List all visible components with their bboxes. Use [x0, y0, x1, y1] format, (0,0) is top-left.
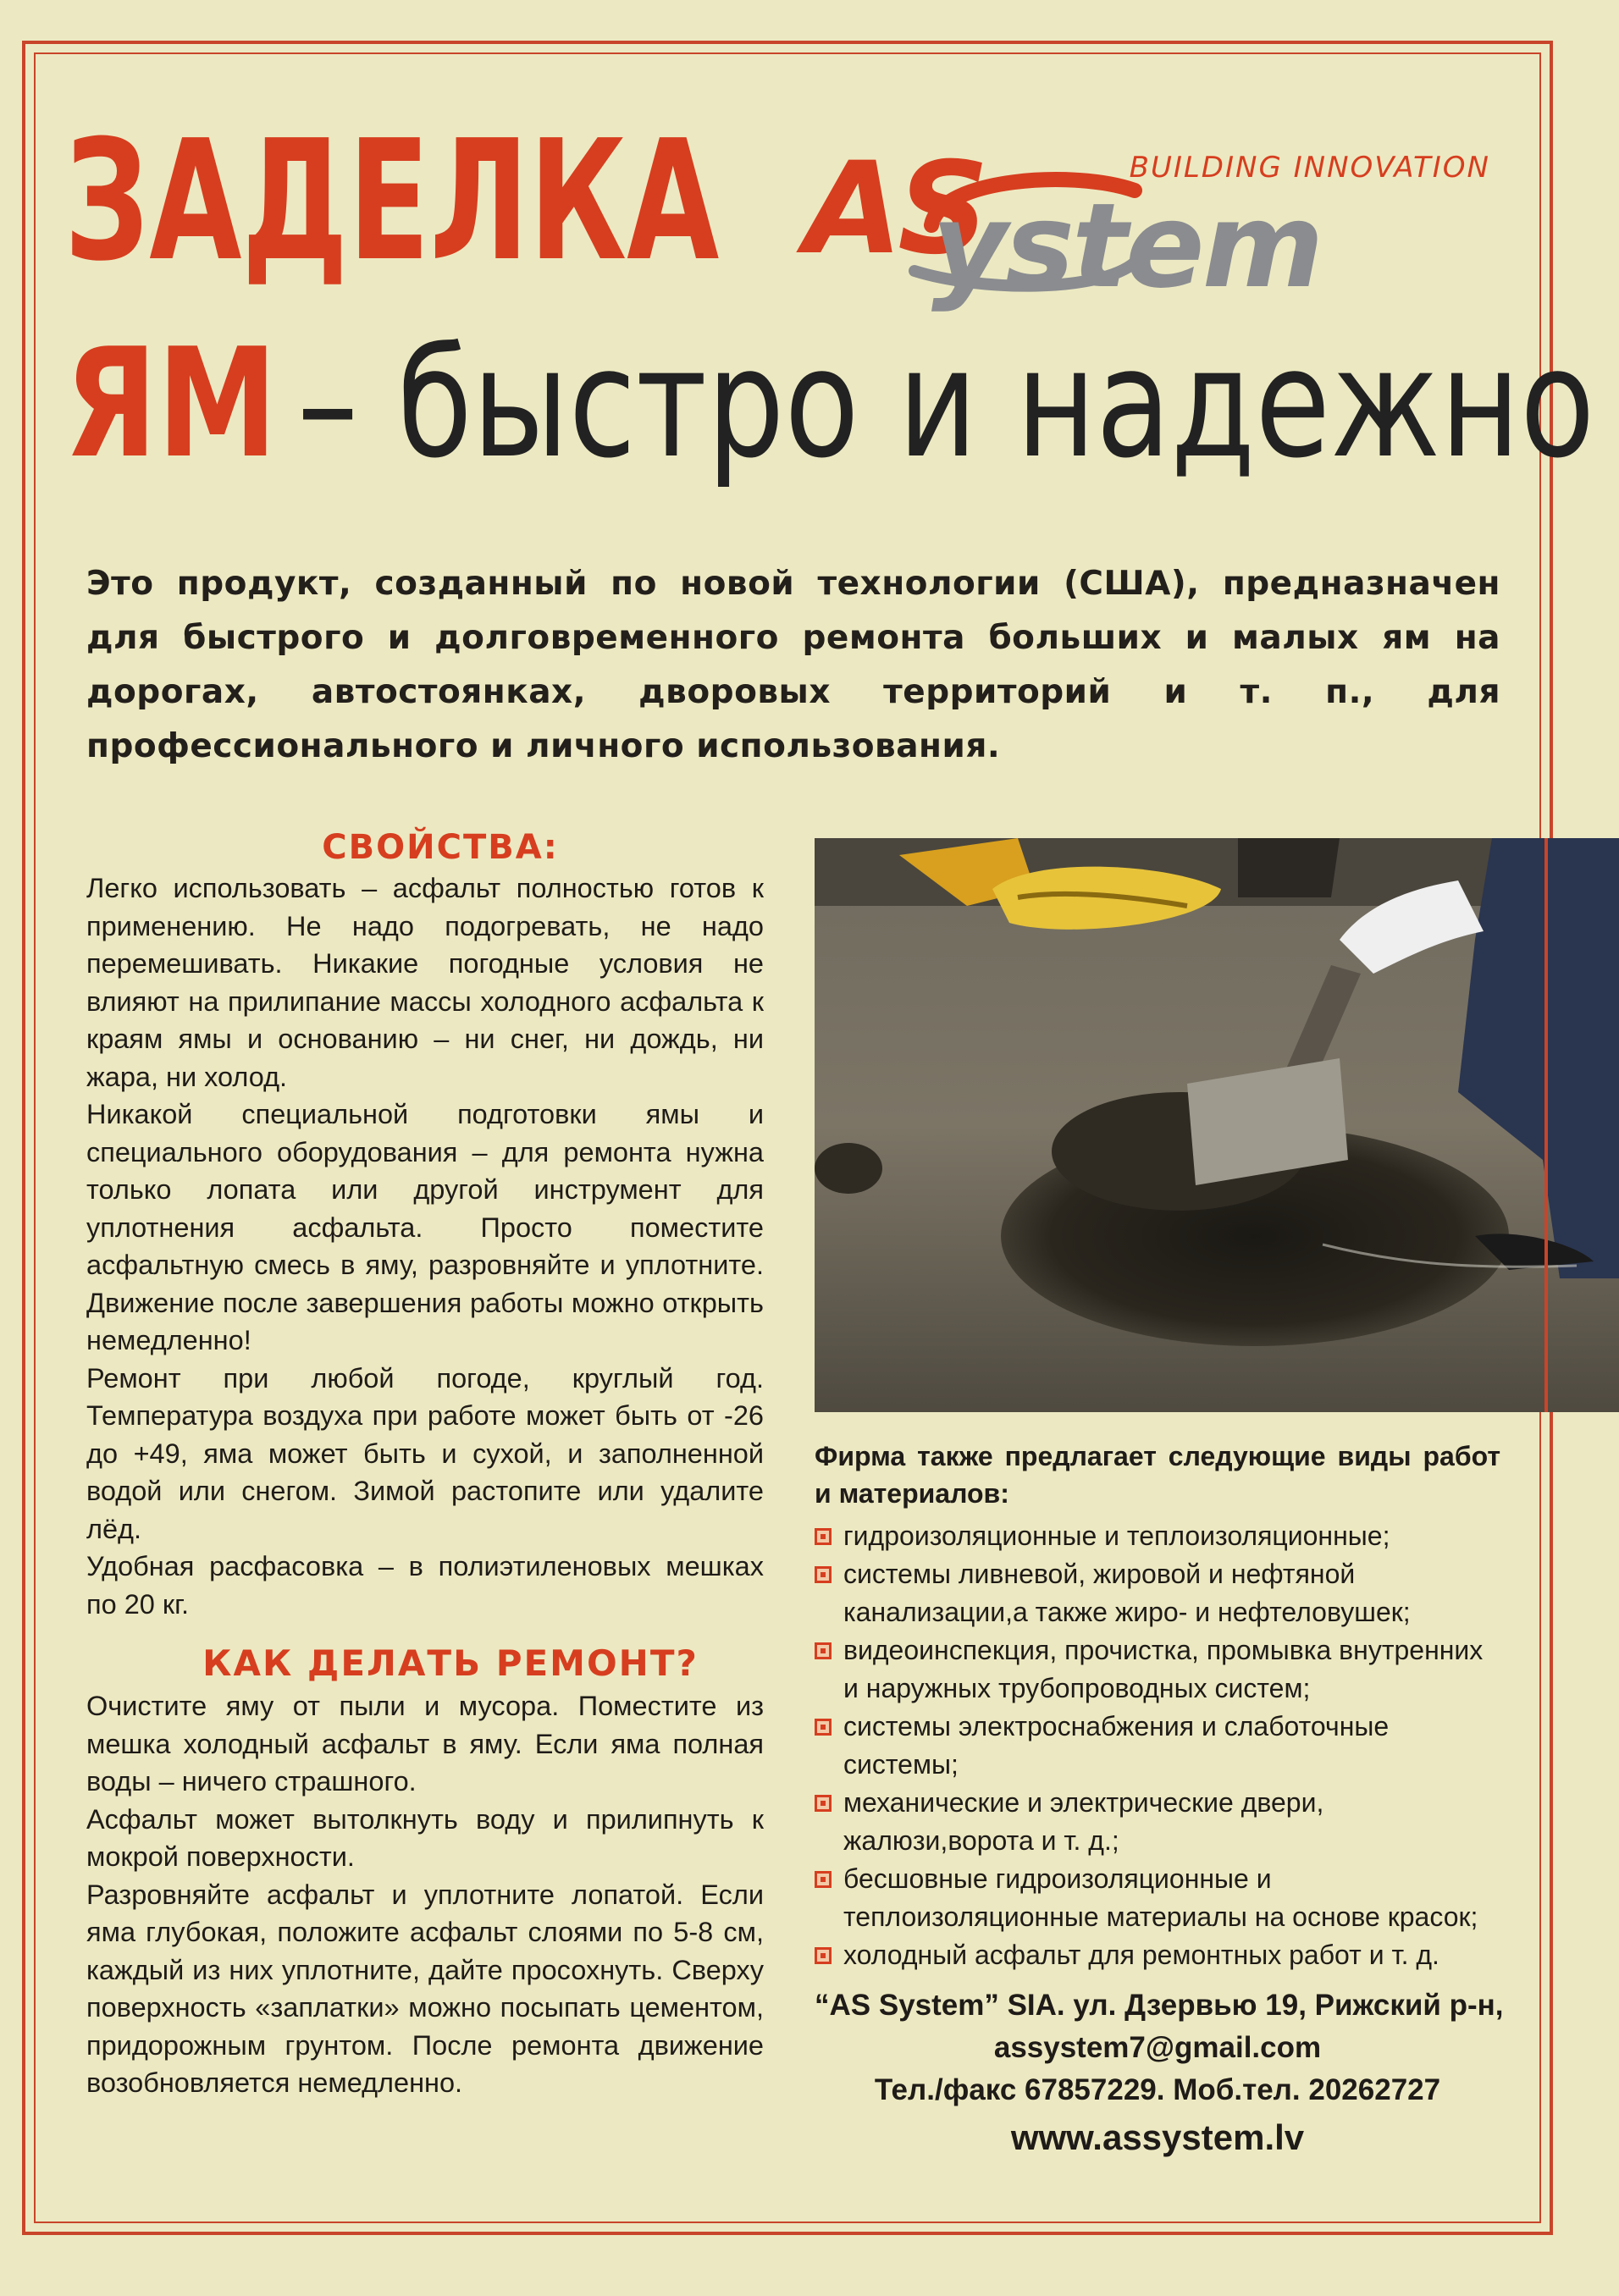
list-item: [815, 1860, 1500, 1936]
bullet-icon: [815, 1871, 832, 1888]
properties-paragraph: Ремонт при любой погоде, круглый год. Температура воздуха при работе может быть от -26 до +49, яма может быть и сухой, и заполненной водой или снегом. Зимой растопите или удалите лёд.: [86, 1362, 764, 1544]
intro-paragraph: Это продукт, созданный по новой технологии (США), предназначен для быстрого и долговременного ремонта больших и малых ям на дорогах, автостоянках, дворовых территорий и т. п., для профессионального и личного использования.: [86, 565, 1500, 765]
list-item: [815, 1517, 1500, 1555]
headline-subtitle: – быстро и надежно: [297, 316, 1595, 491]
photo-frame-edge: [1544, 838, 1548, 1412]
logo-as-text: AS: [804, 135, 985, 283]
services-title: Фирма также предлагает следующие виды работ и материалов:: [815, 1441, 1500, 1509]
list-item-text: холодный асфальт для ремонтных работ и т. д.: [843, 1940, 1439, 1970]
list-item-text: видеоинспекция, прочистка, промывка внутренних и наружных трубопроводных систем;: [843, 1635, 1484, 1703]
email-link[interactable]: assystem7@gmail.com: [993, 2031, 1322, 2064]
properties-paragraph: Никакой специальной подготовки ямы и специального оборудования – для ремонта нужна только лопата или другой инструмент для уплотнения асфальта. Просто поместите асфальтную смесь в яму, разровняйте и уплотните. Движение после завершения работы можно открыть немедленно!: [86, 1099, 764, 1355]
list-item-text: бесшовные гидроизоляционные и теплоизоляционные материалы на основе красок;: [843, 1863, 1478, 1932]
list-item: [815, 1708, 1500, 1784]
pothole-repair-photo: [815, 838, 1619, 1412]
bullet-icon: [815, 1719, 832, 1736]
bullet-icon: [815, 1947, 832, 1964]
properties-heading: СВОЙСТВА:: [322, 828, 559, 867]
bullet-icon: [815, 1795, 832, 1812]
photo-illustration: [815, 838, 1619, 1412]
howto-paragraph: Очистите яму от пыли и мусора. Поместите из мешка холодный асфальт в яму. Если яма полная воды – ничего страшного.: [86, 1691, 764, 1797]
howto-paragraph: Асфальт может вытолкнуть воду и прилипнуть к мокрой поверхности.: [86, 1803, 764, 1872]
list-item-text: системы электроснабжения и слаботочные системы;: [843, 1711, 1390, 1780]
headline-accent-word: ЯМ: [64, 316, 278, 491]
services-block: [815, 1438, 1500, 1974]
bullet-icon: [815, 1528, 832, 1545]
howto-paragraph: Разровняйте асфальт и уплотните лопатой. Если яма глубокая, положите асфальт слоями по 5-8 см, каждый из них уплотните, дайте просохнуть. Сверху поверхность «заплатки» можно посыпать цементом, придорожным грунтом. После ремонта движение возобновляется немедленно.: [86, 1879, 764, 2098]
left-column: [86, 825, 764, 2102]
howto-heading: КАК ДЕЛАТЬ РЕМОНТ?: [202, 1642, 699, 1684]
phone-numbers: Тел./факс 67857229. Моб.тел. 20262727: [874, 2073, 1441, 2106]
properties-paragraph: Легко использовать – асфальт полностью готов к применению. Не надо подогревать, не надо перемешивать. Никакие погодные условия не влияют на прилипание массы холодного асфальта к краям ямы и основанию – ни снег, ни дождь, ни жара, ни холод.: [86, 873, 764, 1092]
bullet-icon: [815, 1566, 832, 1583]
list-item: [815, 1631, 1500, 1708]
bullet-icon: [815, 1642, 832, 1659]
list-item-text: механические и электрические двери, жалюзи,ворота и т. д.;: [843, 1787, 1324, 1856]
list-item-text: системы ливневой, жировой и нефтяной канализации,а также жиро- и нефтеловушек;: [843, 1559, 1411, 1627]
headline-line-2: [64, 316, 1595, 491]
list-item: [815, 1555, 1500, 1631]
logo-system-text: ystem: [931, 178, 1322, 314]
logo-tagline: BUILDING INNOVATION: [1129, 151, 1490, 185]
contact-block: [815, 1984, 1504, 2162]
headline-line-1: ЗАДЕЛКА: [64, 105, 720, 298]
properties-paragraph: Удобная расфасовка – в полиэтиленовых мешках по 20 кг.: [86, 1551, 764, 1620]
website-link[interactable]: www.assystem.lv: [1010, 2117, 1305, 2157]
company-address: “AS System” SIA. ул. Дзервью 19, Рижский р-н,: [815, 1989, 1504, 2022]
services-list: [815, 1517, 1500, 1974]
list-item-text: гидроизоляционные и теплоизоляционные;: [843, 1521, 1390, 1551]
list-item: [815, 1784, 1500, 1860]
as-system-logo: [804, 135, 1490, 314]
list-item: [815, 1936, 1500, 1974]
